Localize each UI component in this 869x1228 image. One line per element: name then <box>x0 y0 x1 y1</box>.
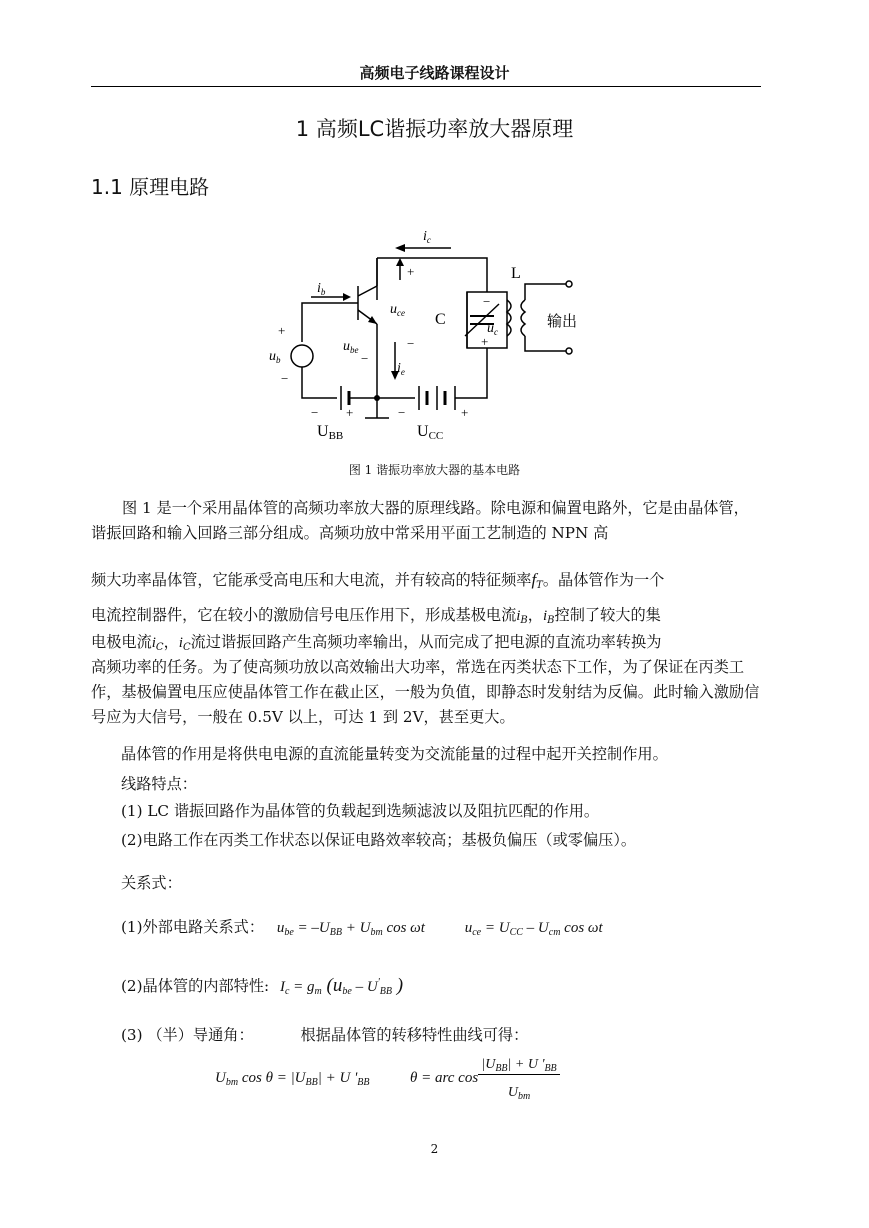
inductor-secondary <box>521 300 525 336</box>
paragraph-5: 高频功率的任务。为了使高频功放以高效输出大功率，常选在丙类状态下工作，为了保证在丙类工作，基极偏置电压应使晶体管工作在截止区，一般为负值，即静态时发射结为反偏。此时输入激励信号应为大信号，一般在 0.5V 以上，可达 1 到 2V，甚至更大。 <box>91 658 760 726</box>
transistor-collector <box>358 286 377 296</box>
label-ube: $u_{be}$ <box>343 339 359 355</box>
wire-collector-top <box>377 258 487 300</box>
sign-ub-plus: + <box>278 323 286 338</box>
label-ic-top: $i_c$ <box>423 229 431 245</box>
label-uce: $u_{ce}$ <box>390 302 405 318</box>
label-uc: $u_c$ <box>487 321 498 337</box>
relation-1-eq-ube: $u_{be} = -U_{BB} + U_{bm}$ cos ωt <box>276 920 425 938</box>
sign-ube-minus: − <box>361 351 369 366</box>
sign-uce-plus: + <box>407 264 415 279</box>
arrow-uce <box>396 258 404 266</box>
label-ub: $u_b$ <box>269 349 281 365</box>
figure-caption: 图 1 谐振功率放大器的基本电路 <box>348 463 521 477</box>
output-terminal-top <box>566 281 572 287</box>
sign-uc-plus: + <box>481 334 489 349</box>
relation-1-eq-uce: $u_{ce} = U_{CC} - U_{cm}$ cos ωt <box>464 920 603 938</box>
arrow-ib <box>343 293 351 301</box>
circuit-diagram <box>255 220 615 445</box>
sign-ubb-plus: + <box>346 405 354 420</box>
sign-ucc-plus: + <box>461 405 469 420</box>
arrow-ic <box>395 244 405 252</box>
relation-3-eq-2: θ = arc cos <box>410 1070 479 1086</box>
sign-ubb-minus: − <box>311 405 319 420</box>
label-ib: $i_b$ <box>317 281 326 297</box>
paragraph-4-line: 电极电流$i_C$，$i_C$流过谐振回路产生高频功率输出，从而完成了把电源的直流功率转换为 <box>91 633 662 653</box>
sign-ub-minus: − <box>281 371 289 386</box>
page-number: 2 <box>430 1142 439 1156</box>
relation-3: (3) （半）导通角： 根据晶体管的转移特性曲线可得： <box>121 1026 529 1044</box>
relation-3-eq-2-numerator: $|U_{BB}| + U$ '$_{BB}$ <box>478 1057 560 1075</box>
sign-uc-minus: − <box>483 294 491 309</box>
relation-3-eq-1: $U_{bm}$ $\cos \theta = |U_{BB}| + U$ '$_{BB}$ <box>215 1070 370 1088</box>
wire-base <box>302 303 358 342</box>
sign-ucc-minus: − <box>398 405 406 420</box>
ground-node <box>374 395 380 401</box>
features-title: 线路特点： <box>121 775 197 793</box>
label-ubb: UBB <box>317 423 344 442</box>
relation-1: (1)外部电路关系式： $u_{be} = -U_{BB} + U_{bm}$ cos ωt $u_{ce} = U_{CC} - U_{cm}$ cos ωt <box>121 918 603 938</box>
relation-2-eq: $I_c = g_m$ ($u_{be} - U'_{BB}$ ) <box>279 975 404 997</box>
section-title: 1.1 原理电路 <box>91 175 210 199</box>
feature-2: (2)电路工作在丙类工作状态以保证电路效率较高；基极负偏压（或零偏压）。 <box>121 831 637 849</box>
feature-1: (1) LC 谐振回路作为晶体管的负载起到选频滤波以及阻抗匹配的作用。 <box>121 802 600 820</box>
label-capacitor: C <box>435 311 446 328</box>
paragraph-1: 图 1 是一个采用晶体管的高频功率放大器的原理线路。除电源和偏置电路外，它是由晶体管，谐振回路和输入回路三部分组成。高频功放中常采用平面工艺制造的 NPN 高 <box>91 499 749 542</box>
output-terminal-bottom <box>566 348 572 354</box>
arrow-emitter <box>368 316 377 324</box>
label-ie: $i_e$ <box>397 361 405 377</box>
running-header: 高频电子线路课程设计 <box>359 64 510 82</box>
label-inductor: L <box>511 265 521 282</box>
chapter-title: 1 高频LC谐振功率放大器原理 <box>295 117 574 141</box>
paragraph-3-line: 电流控制器件，它在较小的激励信号电压作用下，形成基极电流$i_B$，$i_B$控制了较大的集 <box>91 606 661 626</box>
sign-uce-minus: − <box>407 336 415 351</box>
relations-title: 关系式： <box>121 874 182 892</box>
relation-2: (2)晶体管的内部特性: $I_c = g_m$ ($u_{be} - U'_{BB}$ ) <box>121 975 404 997</box>
paragraph-2-line: 频大功率晶体管，它能承受高电压和大电流，并有较高的特征频率$f_T$。晶体管作为一个 <box>91 570 665 591</box>
label-output: 输出 <box>547 314 578 330</box>
relation-3-eq-2-denominator: $U_{bm}$ <box>507 1085 531 1102</box>
header-rule <box>91 86 761 87</box>
signal-source <box>291 345 313 367</box>
label-ucc: UCC <box>417 423 444 442</box>
paragraph-6: 晶体管的作用是将供电电源的直流能量转变为交流能量的过程中起开关控制作用。 <box>121 745 668 763</box>
